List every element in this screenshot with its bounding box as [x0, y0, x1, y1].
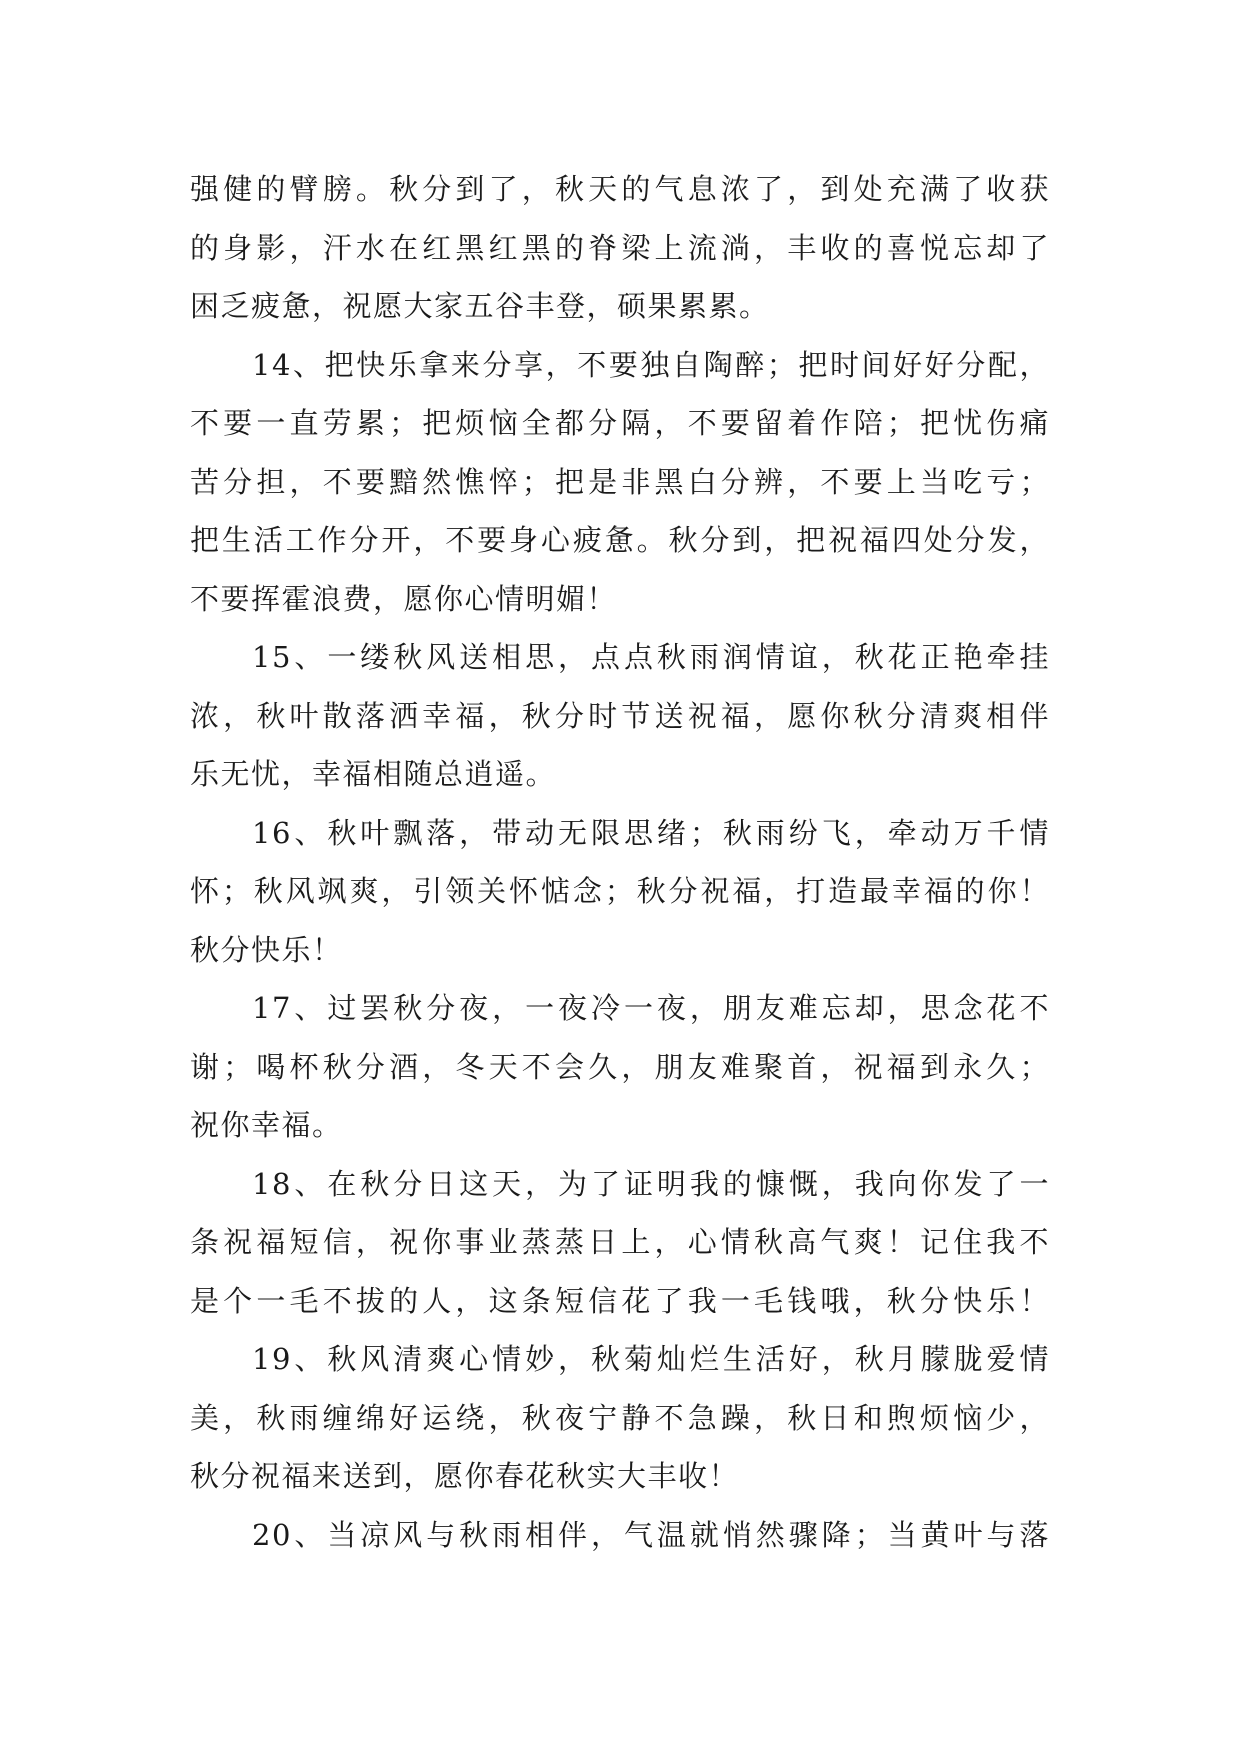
- text-line: 谢；喝杯秋分酒，冬天不会久，朋友难聚首，祝福到永久；: [190, 1049, 1050, 1084]
- text-line: 不要挥霍浪费，愿你心情明媚！: [190, 581, 618, 616]
- paragraph-15: [190, 628, 1050, 804]
- text-line: 不要一直劳累；把烦恼全都分隔，不要留着作陪；把忧伤痛: [190, 406, 1050, 440]
- paragraph-19: [190, 1330, 1050, 1506]
- paragraph-14: [190, 336, 1050, 629]
- paragraph-18: [190, 1155, 1050, 1331]
- text-line: 的身影，汗水在红黑红黑的脊梁上流淌，丰收的喜悦忘却了: [190, 230, 1050, 265]
- text-line: 祝你幸福。: [190, 1108, 343, 1142]
- text-line: 16、秋叶飘落，带动无限思绪；秋雨纷飞，牵动万千情: [252, 815, 1050, 850]
- text-line: 美，秋雨缠绵好运绕，秋夜宁静不急躁，秋日和煦烦恼少，: [190, 1400, 1050, 1435]
- text-line: 18、在秋分日这天，为了证明我的慷慨，我向你发了一: [252, 1166, 1050, 1201]
- text-line: 19、秋风清爽心情妙，秋菊灿烂生活好，秋月朦胧爱情: [252, 1342, 1050, 1376]
- paragraph-16: [190, 804, 1050, 980]
- text-line: 17、过罢秋分夜，一夜冷一夜，朋友难忘却，思念花不: [252, 991, 1050, 1025]
- text-line: 是个一毛不拔的人，这条短信花了我一毛钱哦，秋分快乐！: [190, 1283, 1050, 1318]
- text-line: 强健的臂膀。秋分到了，秋天的气息浓了，到处充满了收获: [190, 172, 1050, 206]
- text-line: 把生活工作分开，不要身心疲惫。秋分到，把祝福四处分发，: [190, 523, 1050, 557]
- text-line: 20、当凉风与秋雨相伴，气温就悄然骤降；当黄叶与落: [252, 1517, 1050, 1552]
- text-line: 条祝福短信，祝你事业蒸蒸日上，心情秋高气爽！记住我不: [190, 1225, 1050, 1259]
- paragraph-20: [190, 1506, 1050, 1565]
- text-line: 浓，秋叶散落洒幸福，秋分时节送祝福，愿你秋分清爽相伴: [190, 698, 1050, 733]
- text-line: 14、把快乐拿来分享，不要独自陶醉；把时间好好分配，: [252, 347, 1050, 382]
- text-line: 怀；秋风飒爽，引领关怀惦念；秋分祝福，打造最幸福的你！: [190, 874, 1050, 908]
- text-line: 15、一缕秋风送相思，点点秋雨润情谊，秋花正艳牵挂: [252, 640, 1050, 674]
- text-line: 困乏疲惫，祝愿大家五谷丰登，硕果累累。: [190, 289, 770, 323]
- paragraph-17: [190, 979, 1050, 1155]
- text-line: 苦分担，不要黯然憔悴；把是非黑白分辨，不要上当吃亏；: [190, 464, 1050, 499]
- text-line: 秋分祝福来送到，愿你春花秋实大丰收！: [190, 1459, 740, 1493]
- text-line: 秋分快乐！: [190, 932, 343, 967]
- paragraph-continued: [190, 160, 1050, 336]
- text-line: 乐无忧，幸福相随总逍遥。: [190, 757, 557, 791]
- document-body: [190, 160, 1050, 1564]
